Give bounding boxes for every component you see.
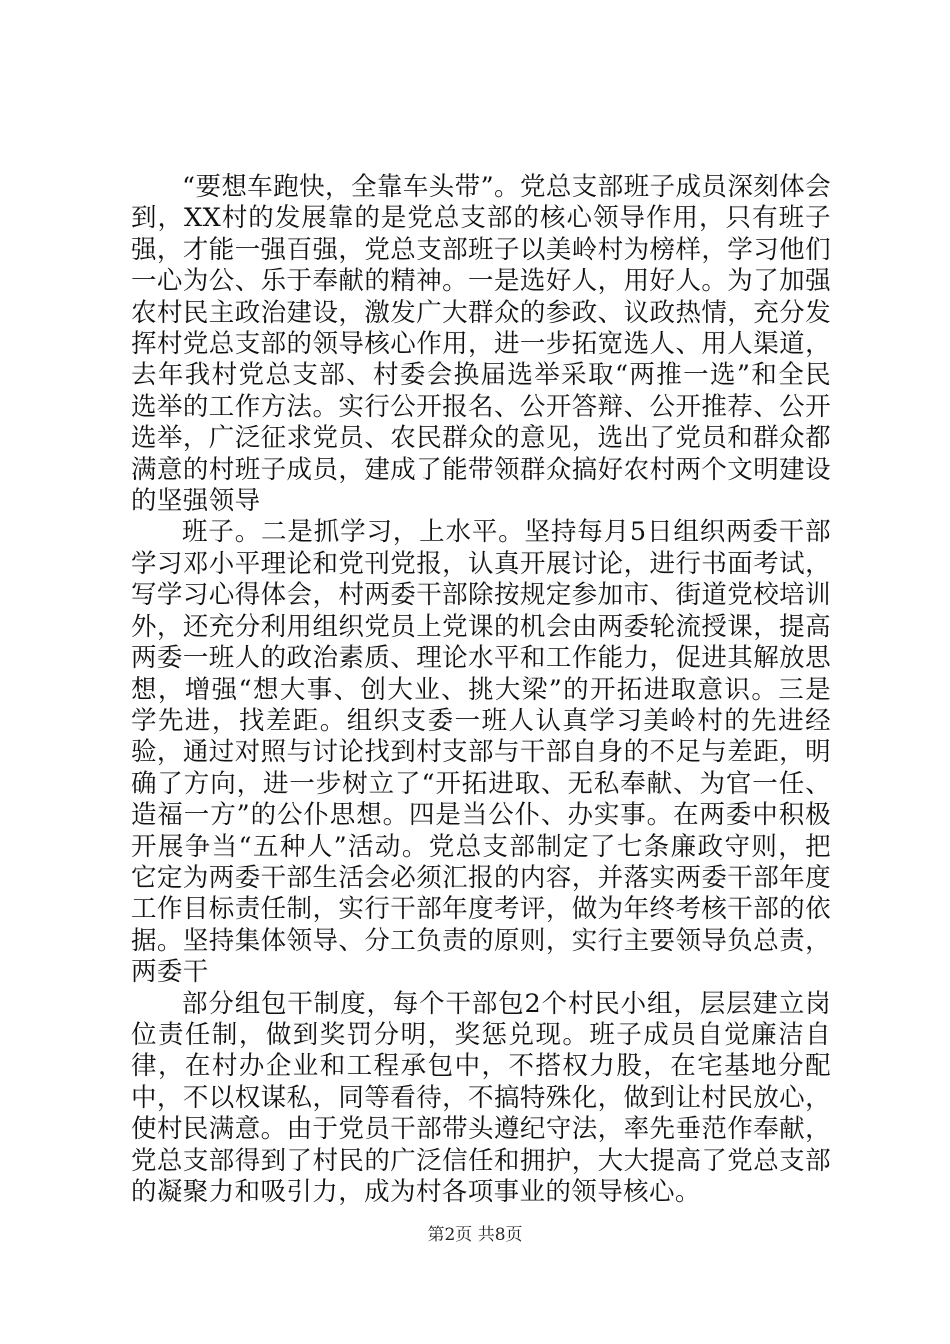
document-body	[131, 172, 831, 1208]
page-footer	[0, 1220, 950, 1245]
paragraph-3: 部分组包干制度，每个干部包2个村民小组，层层建立岗位责任制，做到奖罚分明，奖惩兑现。班子成员自觉廉洁自律，在村办企业和工程承包中，不搭权力股，在宅基地分配中，不以权谋私，同等看待，不搞特殊化，做到让村民放心，使村民满意。由于党员干部带头遵纪守法，率先垂范作奉献，党总支部得到了村民的广泛信任和拥护，大大提高了党总支部的凝聚力和吸引力，成为村各项事业的领导核心。	[131, 988, 831, 1207]
paragraph-2: 班子。二是抓学习，上水平。坚持每月5日组织两委干部学习邓小平理论和党刊党报，认真开展讨论，进行书面考试，写学习心得体会，村两委干部除按规定参加市、街道党校培训外，还充分利用组织党员上党课的机会由两委轮流授课，提高两委一班人的政治素质、理论水平和工作能力，促进其解放思想，增强“想大事、创大业、挑大梁”的开拓进取意识。三是学先进，找差距。组织支委一班人认真学习美岭村的先进经验，通过对照与讨论找到村支部与干部自身的不足与差距，明确了方向，进一步树立了“开拓进取、无私奉献、为官一任、造福一方”的公仆思想。四是当公仆、办实事。在两委中积极开展争当“五种人”活动。党总支部制定了七条廉政守则，把它定为两委干部生活会必须汇报的内容，并落实两委干部年度工作目标责任制，实行干部年度考评，做为年终考核干部的依据。坚持集体领导、分工负责的原则，实行主要领导负总责，两委干	[131, 517, 831, 988]
paragraph-1: “要想车跑快，全靠车头带”。党总支部班子成员深刻体会到，XX村的发展靠的是党总支部的核心领导作用，只有班子强，才能一强百强，党总支部班子以美岭村为榜样，学习他们一心为公、乐于奉献的精神。一是选好人，用好人。为了加强农村民主政治建设，激发广大群众的参政、议政热情，充分发挥村党总支部的领导核心作用，进一步拓宽选人、用人渠道，去年我村党总支部、村委会换届选举采取“两推一选”和全民选举的工作方法。实行公开报名、公开答辩、公开推荐、公开选举，广泛征求党员、农民群众的意见，选出了党员和群众都满意的村班子成员，建成了能带领群众搞好农村两个文明建设的坚强领导	[131, 172, 831, 517]
page-number: 第2页 共8页	[427, 1225, 523, 1245]
